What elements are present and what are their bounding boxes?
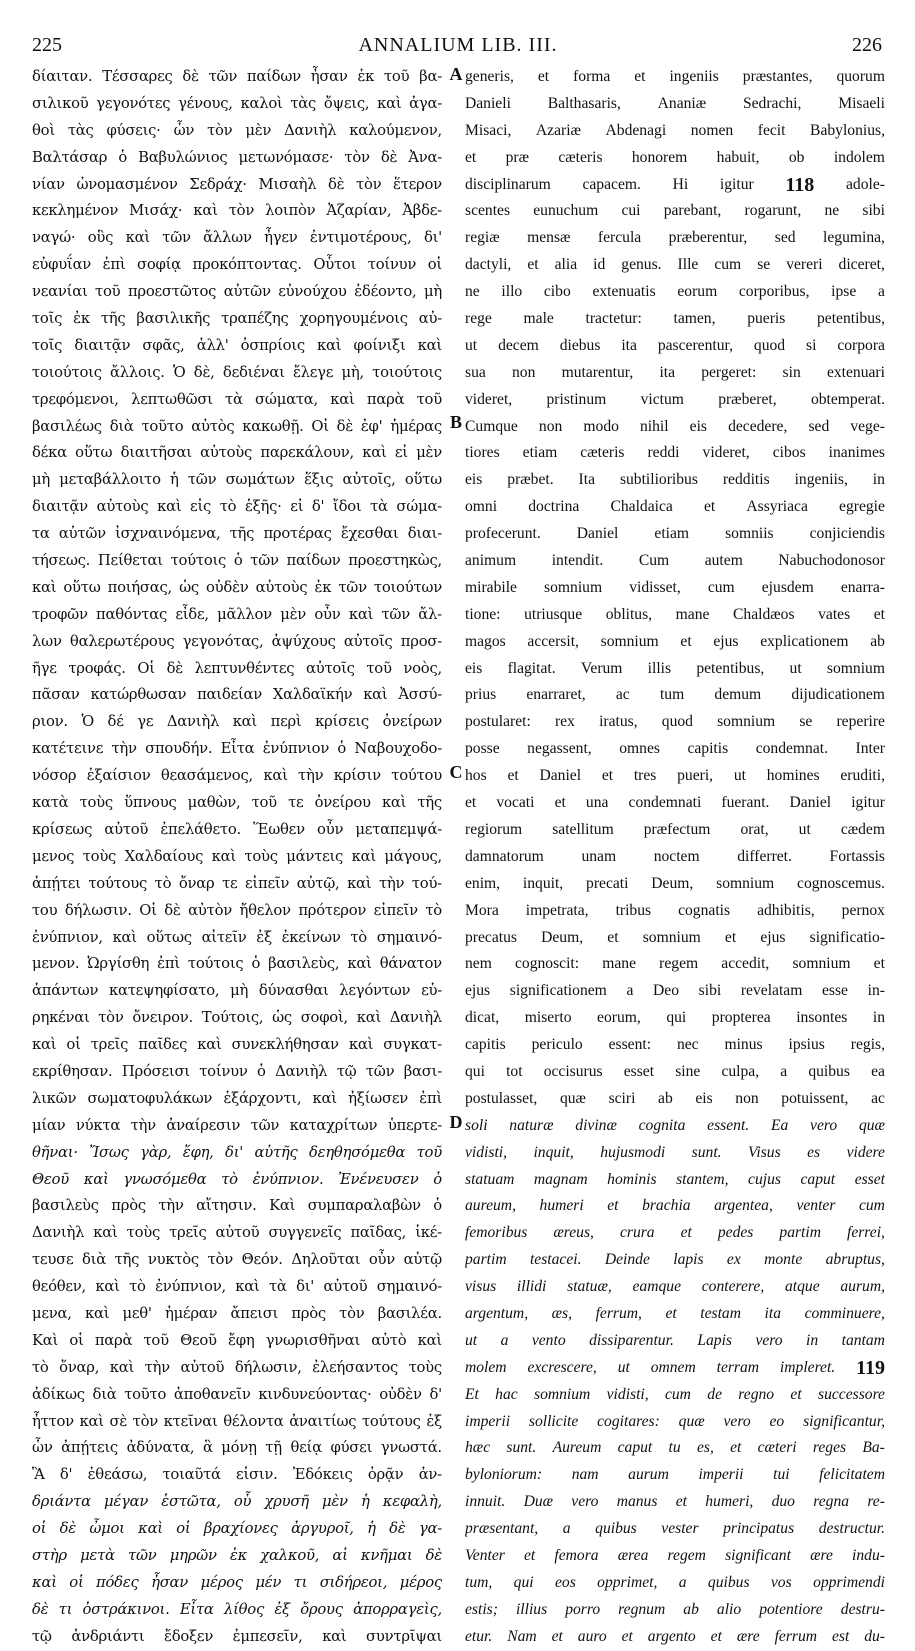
- text-line: δέκα οὕτω διαιτῆσαι αὐτοὺς παρεκάλουν, καὶ εἰ μὲν: [32, 444, 442, 462]
- text-line: εκρίθησαν. Πρόσεισι τοίνυν ὁ Δανιὴλ τῷ τῶν βασι-: [32, 1062, 442, 1080]
- text-line: Καὶ οἱ παρὰ τοῦ Θεοῦ ἔφη γνωρισθῆναι αὐτὸ καὶ: [32, 1331, 442, 1349]
- text-line: τῷ ἀνδριάντι ἔδοξεν ἐμπεσεῖν, καὶ συντρῖψαι: [32, 1627, 442, 1645]
- text-line: λων θαλερωτέρους γεγονότας, ἀψύχους αὐτοῖς προσ-: [32, 632, 442, 650]
- text-line: πᾶσαν κατώρθωσαν παιδείαν Χαλδαϊκήν καὶ Ἀσσύ-: [32, 686, 442, 704]
- text-line: estis; illius porro regnum ab alio potentiore destru-: [465, 1600, 885, 1618]
- text-line: precatus Deum, et somnium et ejus significatio-: [465, 928, 885, 946]
- text-line: ἁπάντων κατεψηφίσατο, μὴ δύνασθαι λεγόντων εὑ-: [32, 982, 442, 1000]
- text-line: tiores etiam cæteris reddi videret, cibos inanimes: [465, 444, 885, 462]
- text-line: βασιλέως διὰ τοῦτο αὐτὸς κακωθῇ. Οἱ δὲ ἐφ' ἡμέρας: [32, 417, 442, 435]
- text-line: imperii sollicite cogitares: quæ vero eo significantur,: [465, 1412, 885, 1430]
- text-line: μενα, καὶ μεθ' ἡμέραν ἄπεισι πρὸς τὸν βασιλέα.: [32, 1304, 442, 1322]
- text-line: ριον. Ὁ δέ γε Δανιὴλ καὶ περὶ κρίσεις ὀνείρων: [32, 713, 442, 731]
- text-line: regiæ mensæ fercula præberentur, sed legumina,: [465, 229, 885, 247]
- text-line: vidisti, inquit, hujusmodi sunt. Visus es videre: [465, 1143, 885, 1161]
- text-line: νεανίαι τοῦ προεστῶτος αὐτῶν εὐνούχου ἐδέοντο, μὴ: [32, 283, 442, 301]
- margin-letter-d: D: [449, 1112, 463, 1132]
- text-line: Mora impetrata, tribus cognatis adhibitis, pernox: [465, 901, 885, 919]
- text-line: θεόθεν, καὶ τὸ ἐνύπνιον, καὶ τὰ δι' αὐτοῦ σημαινό-: [32, 1278, 442, 1296]
- text-line: dicat, miserto eorum, qui propterea insontes in: [465, 1009, 885, 1027]
- text-line: scentes eunuchum cui parebant, rogarunt, ne sibi: [465, 202, 885, 220]
- text-line: prius enarraret, ac tum demum dijudicationem: [465, 686, 885, 704]
- text-line: innuit. Duæ vero manus et humeri, duo regna re-: [465, 1493, 885, 1511]
- text-line: ρηκέναι τὸν ὄνειρον. Τούτοις, ὡς σοφοὶ, καὶ Δανιὴλ: [32, 1009, 442, 1027]
- text-line: visus illidi statuæ, eamque conterere, atque aurum,: [465, 1278, 885, 1296]
- text-line: κεκλημένον Μισάχ· καὶ τὸν λοιπὸν Ἀζαρίαν, Ἀβδε-: [32, 202, 442, 220]
- text-line: postulasset, quæ sciri ab eis non potuissent, ac: [465, 1089, 885, 1107]
- running-header: [28, 26, 888, 56]
- text-line: τρεφόμενοι, λεπτωθῶσι τὰ σώματα, καὶ παρὰ τοῦ: [32, 390, 442, 408]
- text-line: ἀπῄτει τούτους τὸ ὄναρ τε εἰπεῖν αὐτῷ, καὶ τὴν τού-: [32, 874, 442, 892]
- margin-letter-a: A: [449, 64, 463, 84]
- text-line: τα αὐτῶν ἰσχναινόμενα, τῆς προτέρας ἔχεσθαι διαι-: [32, 525, 442, 543]
- text-line: Δανιὴλ καὶ τοὺς τρεῖς αὐτοῦ συγγενεῖς παῖδας, ἱκέ-: [32, 1224, 442, 1242]
- text-line: ἀδίκως διὰ τοῦτο ἀποθανεῖν κινδυνεύοντας· οὐδὲν δ': [32, 1385, 442, 1403]
- text-line: τοιούτοις ἄλλοις. Ὁ δὲ, δεδιέναι ἔλεγε μὴ, τοιούτοις: [32, 363, 442, 381]
- text-line: εὐφυΐαν ἐπὶ σοφίᾳ προκόπτοντας. Οὗτοι τοίνυν οἱ: [32, 256, 442, 274]
- text-line: τοῖς ἐκ τῆς βασιλικῆς τραπέζης χορηγουμένοις αὐ-: [32, 310, 442, 328]
- text-line: argentum, æs, ferrum, et testam ita comminuere,: [465, 1304, 885, 1322]
- text-line: δὲ τι ὀστράκινοι. Εἶτα λίθος ἐξ ὄρους ἀπορραγεὶς,: [32, 1600, 442, 1618]
- text-line: ναγώ· οὓς καὶ τῶν ἄλλων ἦγεν ἐντιμοτέρους, δι': [32, 229, 442, 247]
- text-line: Danieli Balthasaris, Ananiæ Sedrachi, Misaeli: [465, 94, 885, 112]
- text-line: τευσε διὰ τῆς νυκτὸς τὸν Θεόν. Δηλοῦται οὖν αὐτῷ: [32, 1251, 442, 1269]
- text-line: eis præbet. Ita subtilioribus redditis ingeniis, in: [465, 471, 885, 489]
- text-line: omni doctrina Chaldaica et Assyriaca egregie: [465, 498, 885, 516]
- text-line: postularet: rex iratus, quod somnium se reperire: [465, 713, 885, 731]
- text-line: τὸ ὄναρ, καὶ τὴν αὐτοῦ δήλωσιν, ἐλεήσαντος τοὺς: [32, 1358, 442, 1376]
- text-line: mirabile somnium vidisset, cum ejusdem enarra-: [465, 578, 885, 596]
- latin-column: [465, 64, 885, 1651]
- text-line: κατὰ τοὺς ὕπνους μαθὼν, τοῦ τε ὀνείρου καὶ τῆς: [32, 794, 442, 812]
- text-line: damnatorum unam noctem differret. Fortassis: [465, 847, 885, 865]
- text-line: ut a vento dissiparentur. Lapis vero in tantam: [465, 1331, 885, 1349]
- text-line: τοῖς διαιτᾷν σφᾶς, ἀλλ' ὀσπρίοις καὶ φοίνιξι καὶ: [32, 336, 442, 354]
- text-line: enim, inquit, precati Deum, somnium cognoscemus.: [465, 874, 885, 892]
- margin-letter-b: B: [449, 412, 462, 432]
- text-line: νόσορ ἐξαίσιον θεασάμενος, καὶ τὴν κρίσιν τούτου: [32, 767, 442, 785]
- text-line: μενον. Ὠργίσθη ἐπὶ τούτοις ὁ βασιλεὺς, καὶ θάνατον: [32, 955, 442, 973]
- text-line: Cumque non modo nihil eis decedere, sed vege-: [465, 417, 885, 435]
- text-line: femoribus æreus, crura et pedes partim ferrei,: [465, 1224, 885, 1242]
- text-line: Venter et femora ærea regem significant ære indu-: [465, 1546, 885, 1564]
- text-line: nem cognoscit: mane regem accedit, somnium et: [465, 955, 885, 973]
- text-line: τροφῶν παθόντας εἶδε, μᾶλλον μὲν οὖν καὶ τῶν ἄλ-: [32, 605, 442, 623]
- text-line: μενος τοὺς Χαλδαίους καὶ τοὺς μάντεις καὶ μάγους,: [32, 847, 442, 865]
- text-line: ejus significationem a Deo sibi revelatam esse in-: [465, 982, 885, 1000]
- text-line: generis, et forma et ingeniis præstantes, quorum: [465, 68, 885, 85]
- text-line: ῆγε τροφάς. Οἱ δὲ λεπτυνθέντες αὐτοῖς τοῦ νοὸς,: [32, 659, 442, 677]
- text-line: καὶ οὕτω ποιήσας, ὡς οὐδὲν αὐτοὺς ἐκ τῶν τοιούτων: [32, 578, 442, 596]
- text-line: statuam magnam hominis stantem, cujus caput esset: [465, 1170, 885, 1188]
- margin-letter-c: C: [449, 762, 463, 782]
- text-line: νίαν ὠνομασμένον Σεδράχ· Μισαὴλ δὲ τὸν ἕτερον: [32, 175, 442, 193]
- text-line: qui tot occisurus esset sine culpa, a quibus ea: [465, 1062, 885, 1080]
- text-line: videret, pristinum victum præberet, obtemperat.: [465, 390, 885, 408]
- text-line: θοὶ τὰς φύσεις· ὧν τὸν μὲν Δανιὴλ καλούμενον,: [32, 121, 442, 139]
- text-line: θῆναι· Ἴσως γὰρ, ἔφη, δι' αὐτῆς δεηθησόμεθα τοῦ: [32, 1143, 442, 1161]
- text-line: hæc sunt. Aureum caput tu es, et cæteri reges Ba-: [465, 1439, 885, 1457]
- greek-column: [32, 64, 442, 1651]
- text-line: καὶ οἱ τρεῖς παῖδες καὶ συνεκλήθησαν καὶ συγκατ-: [32, 1036, 442, 1054]
- text-line: disciplinarum capacem. Hi igitur 118 adole-: [465, 173, 885, 196]
- text-line: μὴ μεταβάλλοιτο ἡ τῶν σωμάτων ἕξις αὐτοῖς, οὕτω: [32, 471, 442, 489]
- text-line: hos et Daniel et tres pueri, ut homines eruditi,: [465, 767, 885, 785]
- text-line: capitis periculo essent: nec minus ipsius regis,: [465, 1036, 885, 1054]
- text-line: ut decem diebus ita pascerentur, quod si corpora: [465, 336, 885, 354]
- text-line: molem excrescere, ut omnem terram impleret. 119: [465, 1356, 885, 1379]
- text-line: aureum, humeri et brachia argentea, venter cum: [465, 1197, 885, 1215]
- text-line: partim testacei. Deinde lapis ex monte abruptus,: [465, 1251, 885, 1269]
- text-line: του δήλωσιν. Οἱ δὲ αὐτὸν ἤθελον πρότερον εἰπεῖν τὸ: [32, 901, 442, 919]
- text-line: profecerunt. Daniel etiam somniis conjiciendis: [465, 525, 885, 543]
- text-line: Et hac somnium vidisti, cum de regno et successore: [465, 1385, 885, 1403]
- text-line: eis flagitat. Verum illis petentibus, ut somnium: [465, 659, 885, 677]
- text-line: κρίσεως αὐτοῦ ἐπελάθετο. Ἕωθεν οὖν μεταπεμψά-: [32, 820, 442, 838]
- text-line: regiorum satellitum præfectum orat, ut cædem: [465, 820, 885, 838]
- text-line: Ἃ δ' ἐθεάσω, τοιαῦτά εἰσιν. Ἐδόκεις ὁρᾷν ἀν-: [32, 1466, 442, 1484]
- text-line: κατέτεινε τὴν σπουδήν. Εἶτα ἐνύπνιον ὁ Ναβουχοδο-: [32, 740, 442, 758]
- text-line: Βαλτάσαρ ὁ Βαβυλώνιος μετωνόμασε· τὸν δὲ Ἀνα-: [32, 148, 442, 166]
- text-line: μίαν νύκτα τὴν ἀναίρεσιν τῶν καταχρίτων ὑπερτε-: [32, 1116, 442, 1134]
- text-line: byloniorum: nam aurum imperii tui felicitatem: [465, 1466, 885, 1484]
- text-line: ὧν ἀπῄτεις ἀδύνατα, ἃ μόνῃ τῇ θείᾳ φύσει γνωστά.: [32, 1439, 442, 1457]
- text-line: et præ cæteris honorem habuit, ob indolem: [465, 148, 885, 166]
- text-line: καὶ οἱ πόδες ἦσαν μέρος μέν τι σιδήρεοι, μέρος: [32, 1573, 442, 1591]
- text-line: τήσεως. Πείθεται τούτοις ὁ τῶν παίδων προεστηκὼς,: [32, 552, 442, 570]
- text-line: soli naturæ divinæ cognita essent. Ea vero quæ: [465, 1116, 885, 1134]
- text-line: οἱ δὲ ὦμοι καὶ οἱ βραχίονες ἀργυροῖ, ἡ δὲ γα-: [32, 1520, 442, 1538]
- page-number-left: 225: [32, 34, 62, 56]
- text-line: δίαιταν. Τέσσαρες δὲ τῶν παίδων ἦσαν ἐκ τοῦ βα-: [32, 68, 442, 85]
- text-line: ἧττον καὶ σὲ τὸν κτεῖναι θέλοντα ἀναιτίως τούτους ἐξ: [32, 1412, 442, 1430]
- text-line: præsentant, a quibus vester principatus destructur.: [465, 1520, 885, 1538]
- text-line: animum intendit. Cum autem Nabuchodonosor: [465, 552, 885, 570]
- text-line: Θεοῦ καὶ γνωσόμεθα τὸ ἐνύπνιον. Ἐνένευσεν ὁ: [32, 1170, 442, 1188]
- text-line: ne illo cibo extenuatis eorum corporibus, ipse a: [465, 283, 885, 301]
- text-line: posse negassent, omnes capitis condemnat. Inter: [465, 740, 885, 758]
- text-line: δριάντα μέγαν ἑστῶτα, οὗ χρυσῆ μὲν ἡ κεφαλὴ,: [32, 1493, 442, 1511]
- text-line: tum, qui eos opprimet, a quibus vos opprimendi: [465, 1573, 885, 1591]
- text-line: etur. Nam et auro et argento et ære ferrum est du-: [465, 1627, 885, 1645]
- text-line: σιλικοῦ γεγονότες γένους, καλοὶ τὰς ὄψεις, καὶ ἀγα-: [32, 94, 442, 112]
- text-line: sua non mutarentur, ita pergeret: sin extenuari: [465, 363, 885, 381]
- running-title: ANNALIUM LIB. III.: [358, 34, 558, 56]
- text-line: magos accersit, somnium et ejus explicationem ab: [465, 632, 885, 650]
- text-line: διαιτᾷν αὐτοὺς καὶ εἰς τὸ ἑξῆς· εἰ δ' ἴδοι τὰ σώμα-: [32, 498, 442, 516]
- text-line: et vocati et una condemnati fuerant. Daniel igitur: [465, 794, 885, 812]
- text-line: tione: utriusque oblitus, mane Chaldæos vates et: [465, 605, 885, 623]
- page-number-right: 226: [852, 34, 882, 56]
- text-line: λικῶν σωματοφυλάκων ἐξάρχοντι, καὶ ἠξίωσεν ἐπὶ: [32, 1089, 442, 1107]
- text-line: dactyli, et alia id genus. Ille cum se vereri diceret,: [465, 256, 885, 274]
- text-line: βασιλεὺς πρὸς τὴν αἴτησιν. Καὶ συμπαραλαβὼν ὁ: [32, 1197, 442, 1215]
- text-line: Misaci, Azariæ Abdenagi nomen fecit Babylonius,: [465, 121, 885, 139]
- text-line: rege male tractetur: tamen, pueris petentibus,: [465, 310, 885, 328]
- text-line: στὴρ μετὰ τῶν μηρῶν ἐκ χαλκοῦ, αἱ κνῆμαι δὲ: [32, 1546, 442, 1564]
- text-line: ἐνύπνιον, καὶ οὕτως αἰτεῖν ἐξ ἐκείνων τὸ σημαινό-: [32, 928, 442, 946]
